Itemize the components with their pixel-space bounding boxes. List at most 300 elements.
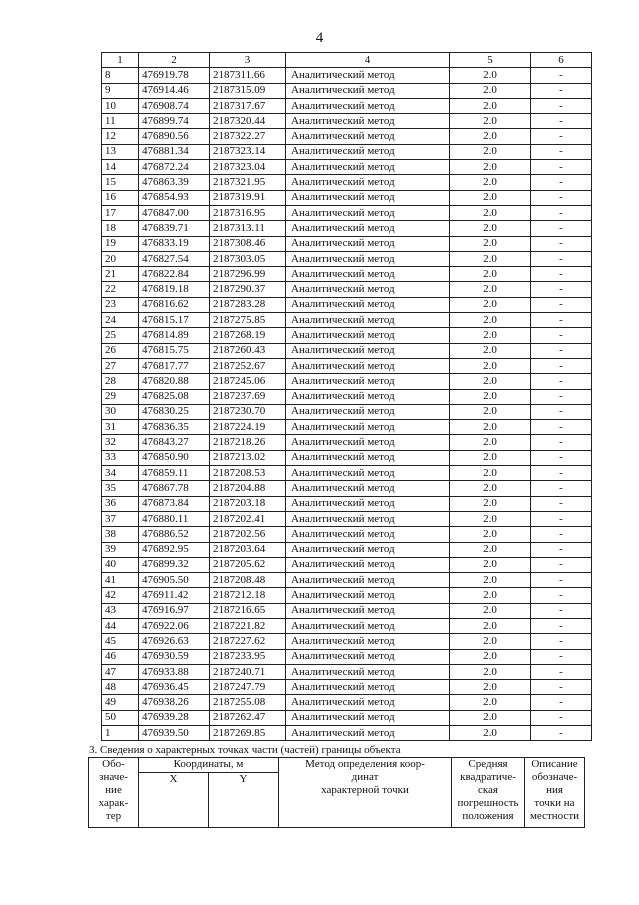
point-number-cell: 32 bbox=[102, 435, 139, 450]
point-number-cell: 22 bbox=[102, 282, 139, 297]
table-row bbox=[102, 420, 592, 435]
error-cell: 2.0 bbox=[450, 680, 531, 695]
description-cell: - bbox=[531, 481, 592, 496]
description-line: местности bbox=[529, 810, 580, 822]
description-cell: - bbox=[531, 649, 592, 664]
error-cell: 2.0 bbox=[450, 420, 531, 435]
x-coordinate-cell: 476833.19 bbox=[139, 236, 210, 251]
method-cell: Аналитический метод bbox=[286, 450, 450, 465]
y-coordinate-cell: 2187323.14 bbox=[210, 144, 286, 159]
error-cell: 2.0 bbox=[450, 114, 531, 129]
table-row bbox=[102, 144, 592, 159]
y-coordinate-cell: 2187311.66 bbox=[210, 68, 286, 83]
y-coordinate-cell: 2187321.95 bbox=[210, 175, 286, 190]
y-coordinate-cell: 2187212.18 bbox=[210, 588, 286, 603]
method-cell: Аналитический метод bbox=[286, 221, 450, 236]
error-cell: 2.0 bbox=[450, 68, 531, 83]
error-cell: 2.0 bbox=[450, 83, 531, 98]
y-coordinate-cell: 2187218.26 bbox=[210, 435, 286, 450]
description-cell: - bbox=[531, 129, 592, 144]
table-row bbox=[102, 129, 592, 144]
table-row bbox=[102, 251, 592, 266]
x-coordinate-cell: 476815.17 bbox=[139, 313, 210, 328]
error-cell: 2.0 bbox=[450, 144, 531, 159]
description-cell: - bbox=[531, 726, 592, 741]
table-row bbox=[102, 236, 592, 251]
description-cell: - bbox=[531, 680, 592, 695]
x-coordinate-cell: 476930.59 bbox=[139, 649, 210, 664]
x-coordinate-cell: 476908.74 bbox=[139, 98, 210, 113]
table-row bbox=[102, 527, 592, 542]
table-row bbox=[102, 710, 592, 725]
method-cell: Аналитический метод bbox=[286, 297, 450, 312]
method-line: динат bbox=[351, 771, 379, 783]
method-cell: Аналитический метод bbox=[286, 236, 450, 251]
description-cell: - bbox=[531, 251, 592, 266]
y-coordinate-cell: 2187320.44 bbox=[210, 114, 286, 129]
description-cell: - bbox=[531, 435, 592, 450]
x-coordinate-cell: 476939.50 bbox=[139, 726, 210, 741]
error-cell: 2.0 bbox=[450, 435, 531, 450]
error-cell: 2.0 bbox=[450, 404, 531, 419]
error-line: погрешность bbox=[457, 797, 519, 809]
x-coordinate-cell: 476886.52 bbox=[139, 527, 210, 542]
method-line: характерной точки bbox=[321, 784, 409, 796]
error-cell: 2.0 bbox=[450, 313, 531, 328]
error-cell: 2.0 bbox=[450, 205, 531, 220]
error-cell: 2.0 bbox=[450, 557, 531, 572]
error-cell: 2.0 bbox=[450, 481, 531, 496]
table-row bbox=[102, 175, 592, 190]
x-coordinate-cell: 476881.34 bbox=[139, 144, 210, 159]
x-coordinate-cell: 476817.77 bbox=[139, 358, 210, 373]
x-coordinate-cell: 476899.74 bbox=[139, 114, 210, 129]
x-coordinate-cell: 476939.28 bbox=[139, 710, 210, 725]
method-cell: Аналитический метод bbox=[286, 251, 450, 266]
table-row bbox=[102, 190, 592, 205]
x-coordinate-cell: 476854.93 bbox=[139, 190, 210, 205]
point-number-cell: 9 bbox=[102, 83, 139, 98]
table-row bbox=[102, 726, 592, 741]
error-line: Средняя bbox=[468, 758, 508, 770]
table-row bbox=[102, 481, 592, 496]
table-row bbox=[102, 573, 592, 588]
x-coordinate-cell: 476872.24 bbox=[139, 160, 210, 175]
y-coordinate-cell: 2187315.09 bbox=[210, 83, 286, 98]
error-cell: 2.0 bbox=[450, 374, 531, 389]
y-coordinate-cell: 2187268.19 bbox=[210, 328, 286, 343]
x-coordinate-cell: 476820.88 bbox=[139, 374, 210, 389]
description-header bbox=[525, 758, 585, 828]
method-cell: Аналитический метод bbox=[286, 511, 450, 526]
point-number-cell: 29 bbox=[102, 389, 139, 404]
x-coordinate-cell: 476839.71 bbox=[139, 221, 210, 236]
x-coordinate-cell: 476926.63 bbox=[139, 634, 210, 649]
point-number-cell: 46 bbox=[102, 649, 139, 664]
method-cell: Аналитический метод bbox=[286, 68, 450, 83]
point-number-cell: 45 bbox=[102, 634, 139, 649]
y-coordinate-cell: 2187203.64 bbox=[210, 542, 286, 557]
y-coordinate-cell: 2187224.19 bbox=[210, 420, 286, 435]
description-cell: - bbox=[531, 557, 592, 572]
y-coordinate-cell: 2187221.82 bbox=[210, 618, 286, 633]
error-cell: 2.0 bbox=[450, 634, 531, 649]
section-3-title: 3. Сведения о характерных точках части (частей) границы объекта bbox=[89, 744, 401, 756]
header-row bbox=[102, 53, 592, 68]
table-row bbox=[102, 358, 592, 373]
method-cell: Аналитический метод bbox=[286, 435, 450, 450]
point-number-cell: 48 bbox=[102, 680, 139, 695]
error-cell: 2.0 bbox=[450, 710, 531, 725]
error-cell: 2.0 bbox=[450, 190, 531, 205]
error-cell: 2.0 bbox=[450, 573, 531, 588]
table-row bbox=[102, 68, 592, 83]
point-number-cell: 44 bbox=[102, 618, 139, 633]
y-coordinate-cell: 2187290.37 bbox=[210, 282, 286, 297]
error-line: квадратиче- bbox=[460, 771, 516, 783]
x-coordinate-cell: 476919.78 bbox=[139, 68, 210, 83]
method-cell: Аналитический метод bbox=[286, 205, 450, 220]
error-cell: 2.0 bbox=[450, 221, 531, 236]
x-coordinate-cell: 476830.25 bbox=[139, 404, 210, 419]
description-cell: - bbox=[531, 175, 592, 190]
error-cell: 2.0 bbox=[450, 343, 531, 358]
header-cell-5: 5 bbox=[450, 53, 531, 68]
method-cell: Аналитический метод bbox=[286, 190, 450, 205]
point-number-cell: 16 bbox=[102, 190, 139, 205]
method-cell: Аналитический метод bbox=[286, 649, 450, 664]
description-cell: - bbox=[531, 358, 592, 373]
method-cell: Аналитический метод bbox=[286, 603, 450, 618]
error-cell: 2.0 bbox=[450, 175, 531, 190]
x-coordinate-cell: 476815.75 bbox=[139, 343, 210, 358]
description-cell: - bbox=[531, 83, 592, 98]
coordinates-table bbox=[101, 52, 592, 741]
point-number-cell: 13 bbox=[102, 144, 139, 159]
error-line: ская bbox=[477, 784, 498, 796]
point-number-cell: 10 bbox=[102, 98, 139, 113]
y-coordinate-cell: 2187303.05 bbox=[210, 251, 286, 266]
method-cell: Аналитический метод bbox=[286, 618, 450, 633]
point-number-cell: 25 bbox=[102, 328, 139, 343]
method-cell: Аналитический метод bbox=[286, 389, 450, 404]
error-header bbox=[452, 758, 525, 828]
point-number-cell: 12 bbox=[102, 129, 139, 144]
method-cell: Аналитический метод bbox=[286, 680, 450, 695]
table-row bbox=[102, 603, 592, 618]
y-coordinate-cell: 2187240.71 bbox=[210, 664, 286, 679]
description-cell: - bbox=[531, 404, 592, 419]
y-coordinate-cell: 2187230.70 bbox=[210, 404, 286, 419]
table-row bbox=[102, 695, 592, 710]
x-coordinate-cell: 476863.39 bbox=[139, 175, 210, 190]
method-cell: Аналитический метод bbox=[286, 313, 450, 328]
description-cell: - bbox=[531, 420, 592, 435]
point-number-cell: 35 bbox=[102, 481, 139, 496]
table-row bbox=[102, 98, 592, 113]
y-header: Y bbox=[209, 773, 279, 828]
header-cell-2: 2 bbox=[139, 53, 210, 68]
y-coordinate-cell: 2187296.99 bbox=[210, 267, 286, 282]
error-cell: 2.0 bbox=[450, 603, 531, 618]
table-row bbox=[102, 114, 592, 129]
table-row bbox=[102, 160, 592, 175]
y-coordinate-cell: 2187275.85 bbox=[210, 313, 286, 328]
table-row bbox=[102, 618, 592, 633]
method-cell: Аналитический метод bbox=[286, 144, 450, 159]
description-cell: - bbox=[531, 618, 592, 633]
description-cell: - bbox=[531, 527, 592, 542]
x-coordinate-cell: 476843.27 bbox=[139, 435, 210, 450]
method-cell: Аналитический метод bbox=[286, 267, 450, 282]
y-coordinate-cell: 2187317.67 bbox=[210, 98, 286, 113]
description-cell: - bbox=[531, 695, 592, 710]
point-number-cell: 8 bbox=[102, 68, 139, 83]
description-cell: - bbox=[531, 190, 592, 205]
table-row bbox=[102, 466, 592, 481]
header-cell-1: 1 bbox=[102, 53, 139, 68]
y-coordinate-cell: 2187322.27 bbox=[210, 129, 286, 144]
x-coordinate-cell: 476922.06 bbox=[139, 618, 210, 633]
point-number-cell: 49 bbox=[102, 695, 139, 710]
description-cell: - bbox=[531, 282, 592, 297]
point-number-cell: 41 bbox=[102, 573, 139, 588]
point-number-cell: 43 bbox=[102, 603, 139, 618]
designation-line: ние bbox=[105, 784, 122, 796]
table-row bbox=[102, 297, 592, 312]
y-coordinate-cell: 2187202.56 bbox=[210, 527, 286, 542]
error-cell: 2.0 bbox=[450, 466, 531, 481]
description-cell: - bbox=[531, 144, 592, 159]
method-cell: Аналитический метод bbox=[286, 282, 450, 297]
method-cell: Аналитический метод bbox=[286, 542, 450, 557]
point-number-cell: 14 bbox=[102, 160, 139, 175]
table-row bbox=[102, 374, 592, 389]
description-cell: - bbox=[531, 98, 592, 113]
y-coordinate-cell: 2187283.28 bbox=[210, 297, 286, 312]
description-cell: - bbox=[531, 160, 592, 175]
table-row bbox=[102, 588, 592, 603]
section-3-table bbox=[88, 757, 585, 828]
y-coordinate-cell: 2187247.79 bbox=[210, 680, 286, 695]
error-cell: 2.0 bbox=[450, 511, 531, 526]
point-number-cell: 11 bbox=[102, 114, 139, 129]
description-cell: - bbox=[531, 664, 592, 679]
point-number-cell: 28 bbox=[102, 374, 139, 389]
method-cell: Аналитический метод bbox=[286, 343, 450, 358]
description-cell: - bbox=[531, 710, 592, 725]
point-number-cell: 50 bbox=[102, 710, 139, 725]
y-coordinate-cell: 2187216.65 bbox=[210, 603, 286, 618]
method-cell: Аналитический метод bbox=[286, 710, 450, 725]
description-cell: - bbox=[531, 267, 592, 282]
error-line: положения bbox=[462, 810, 514, 822]
x-coordinate-cell: 476836.35 bbox=[139, 420, 210, 435]
description-cell: - bbox=[531, 221, 592, 236]
point-number-cell: 31 bbox=[102, 420, 139, 435]
description-cell: - bbox=[531, 450, 592, 465]
method-cell: Аналитический метод bbox=[286, 160, 450, 175]
error-cell: 2.0 bbox=[450, 267, 531, 282]
point-number-cell: 24 bbox=[102, 313, 139, 328]
coordinates-header: Координаты, м bbox=[139, 758, 279, 773]
y-coordinate-cell: 2187208.48 bbox=[210, 573, 286, 588]
y-coordinate-cell: 2187269.85 bbox=[210, 726, 286, 741]
method-cell: Аналитический метод bbox=[286, 726, 450, 741]
designation-line: тер bbox=[105, 810, 122, 822]
error-cell: 2.0 bbox=[450, 726, 531, 741]
point-number-cell: 38 bbox=[102, 527, 139, 542]
point-number-cell: 15 bbox=[102, 175, 139, 190]
x-header: X bbox=[139, 773, 209, 828]
point-number-cell: 30 bbox=[102, 404, 139, 419]
table-row bbox=[102, 649, 592, 664]
x-coordinate-cell: 476819.18 bbox=[139, 282, 210, 297]
table-row bbox=[102, 313, 592, 328]
point-number-cell: 17 bbox=[102, 205, 139, 220]
x-coordinate-cell: 476816.62 bbox=[139, 297, 210, 312]
description-cell: - bbox=[531, 297, 592, 312]
x-coordinate-cell: 476890.56 bbox=[139, 129, 210, 144]
table-row bbox=[102, 83, 592, 98]
y-coordinate-cell: 2187313.11 bbox=[210, 221, 286, 236]
error-cell: 2.0 bbox=[450, 160, 531, 175]
error-cell: 2.0 bbox=[450, 251, 531, 266]
point-number-cell: 1 bbox=[102, 726, 139, 741]
description-cell: - bbox=[531, 573, 592, 588]
y-coordinate-cell: 2187262.47 bbox=[210, 710, 286, 725]
method-cell: Аналитический метод bbox=[286, 573, 450, 588]
y-coordinate-cell: 2187252.67 bbox=[210, 358, 286, 373]
designation-line: Обо- bbox=[102, 758, 125, 770]
x-coordinate-cell: 476933.88 bbox=[139, 664, 210, 679]
method-header bbox=[279, 758, 452, 828]
point-number-cell: 34 bbox=[102, 466, 139, 481]
point-number-cell: 27 bbox=[102, 358, 139, 373]
description-cell: - bbox=[531, 343, 592, 358]
y-coordinate-cell: 2187316.95 bbox=[210, 205, 286, 220]
description-cell: - bbox=[531, 542, 592, 557]
table-row bbox=[102, 435, 592, 450]
point-number-cell: 39 bbox=[102, 542, 139, 557]
error-cell: 2.0 bbox=[450, 588, 531, 603]
description-cell: - bbox=[531, 328, 592, 343]
point-number-cell: 20 bbox=[102, 251, 139, 266]
method-cell: Аналитический метод bbox=[286, 695, 450, 710]
x-coordinate-cell: 476847.00 bbox=[139, 205, 210, 220]
method-cell: Аналитический метод bbox=[286, 129, 450, 144]
x-coordinate-cell: 476892.95 bbox=[139, 542, 210, 557]
header-cell-4: 4 bbox=[286, 53, 450, 68]
error-cell: 2.0 bbox=[450, 282, 531, 297]
error-cell: 2.0 bbox=[450, 129, 531, 144]
table-row bbox=[102, 404, 592, 419]
point-number-cell: 47 bbox=[102, 664, 139, 679]
method-cell: Аналитический метод bbox=[286, 420, 450, 435]
x-coordinate-cell: 476938.26 bbox=[139, 695, 210, 710]
error-cell: 2.0 bbox=[450, 297, 531, 312]
y-coordinate-cell: 2187213.02 bbox=[210, 450, 286, 465]
y-coordinate-cell: 2187203.18 bbox=[210, 496, 286, 511]
error-cell: 2.0 bbox=[450, 527, 531, 542]
y-coordinate-cell: 2187308.46 bbox=[210, 236, 286, 251]
y-coordinate-cell: 2187237.69 bbox=[210, 389, 286, 404]
method-cell: Аналитический метод bbox=[286, 83, 450, 98]
method-line: Метод определения коор- bbox=[305, 758, 425, 770]
method-cell: Аналитический метод bbox=[286, 527, 450, 542]
description-cell: - bbox=[531, 496, 592, 511]
point-number-cell: 36 bbox=[102, 496, 139, 511]
description-cell: - bbox=[531, 114, 592, 129]
table-row bbox=[102, 496, 592, 511]
point-number-cell: 42 bbox=[102, 588, 139, 603]
y-coordinate-cell: 2187204.88 bbox=[210, 481, 286, 496]
x-coordinate-cell: 476873.84 bbox=[139, 496, 210, 511]
x-coordinate-cell: 476850.90 bbox=[139, 450, 210, 465]
error-cell: 2.0 bbox=[450, 328, 531, 343]
method-cell: Аналитический метод bbox=[286, 374, 450, 389]
method-cell: Аналитический метод bbox=[286, 664, 450, 679]
point-number-cell: 33 bbox=[102, 450, 139, 465]
table-row bbox=[102, 221, 592, 236]
description-cell: - bbox=[531, 313, 592, 328]
x-coordinate-cell: 476905.50 bbox=[139, 573, 210, 588]
table-row bbox=[102, 542, 592, 557]
description-line: Описание bbox=[531, 758, 578, 770]
description-line: точки на bbox=[534, 797, 575, 809]
method-cell: Аналитический метод bbox=[286, 496, 450, 511]
table-row bbox=[102, 557, 592, 572]
table-row bbox=[102, 389, 592, 404]
x-coordinate-cell: 476880.11 bbox=[139, 511, 210, 526]
section-3-header-row-1 bbox=[89, 758, 585, 773]
description-cell: - bbox=[531, 603, 592, 618]
y-coordinate-cell: 2187260.43 bbox=[210, 343, 286, 358]
point-number-cell: 40 bbox=[102, 557, 139, 572]
error-cell: 2.0 bbox=[450, 618, 531, 633]
error-cell: 2.0 bbox=[450, 695, 531, 710]
method-cell: Аналитический метод bbox=[286, 328, 450, 343]
x-coordinate-cell: 476825.08 bbox=[139, 389, 210, 404]
description-cell: - bbox=[531, 236, 592, 251]
description-line: ния bbox=[546, 784, 563, 796]
error-cell: 2.0 bbox=[450, 450, 531, 465]
x-coordinate-cell: 476814.89 bbox=[139, 328, 210, 343]
x-coordinate-cell: 476936.45 bbox=[139, 680, 210, 695]
description-cell: - bbox=[531, 466, 592, 481]
y-coordinate-cell: 2187319.91 bbox=[210, 190, 286, 205]
description-cell: - bbox=[531, 511, 592, 526]
designation-line: харак- bbox=[98, 797, 129, 809]
error-cell: 2.0 bbox=[450, 542, 531, 557]
method-cell: Аналитический метод bbox=[286, 588, 450, 603]
error-cell: 2.0 bbox=[450, 358, 531, 373]
method-cell: Аналитический метод bbox=[286, 481, 450, 496]
method-cell: Аналитический метод bbox=[286, 634, 450, 649]
y-coordinate-cell: 2187323.04 bbox=[210, 160, 286, 175]
table-row bbox=[102, 328, 592, 343]
error-cell: 2.0 bbox=[450, 98, 531, 113]
description-cell: - bbox=[531, 634, 592, 649]
table-row bbox=[102, 511, 592, 526]
error-cell: 2.0 bbox=[450, 496, 531, 511]
description-cell: - bbox=[531, 205, 592, 220]
method-cell: Аналитический метод bbox=[286, 404, 450, 419]
x-coordinate-cell: 476911.42 bbox=[139, 588, 210, 603]
point-number-cell: 19 bbox=[102, 236, 139, 251]
error-cell: 2.0 bbox=[450, 664, 531, 679]
designation-line: значе- bbox=[99, 771, 128, 783]
